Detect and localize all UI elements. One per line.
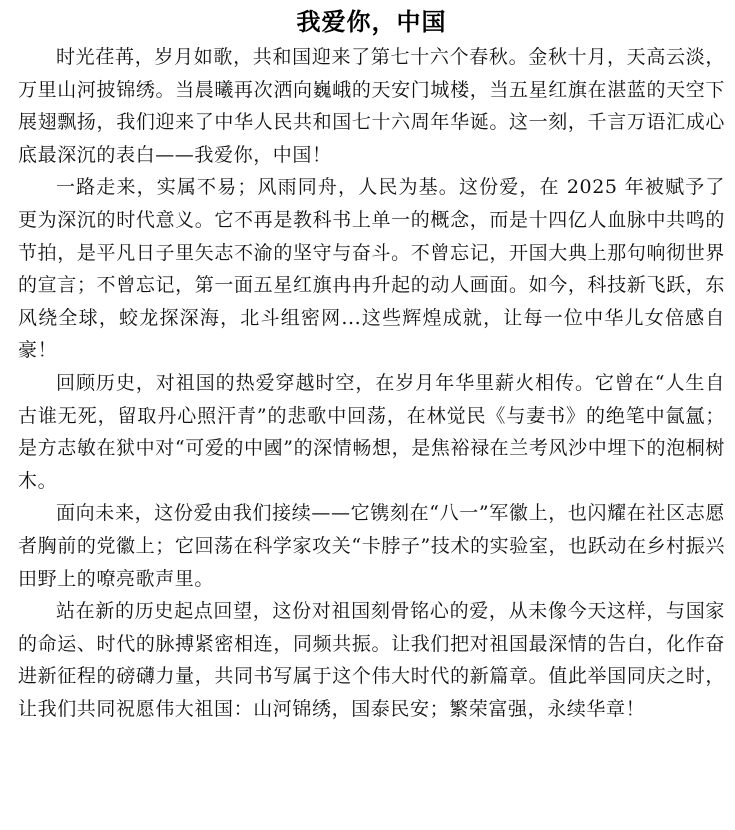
document-title: 我爱你，中国 [296,8,447,36]
paragraph-2: 一路走来，实属不易；风雨同舟，人民为基。这份爱，在 2025 年被赋予了更为深沉的时代意义。它不再是教科书上单一的概念，而是十四亿人血脉中共鸣的节拍，是平凡日子里矢志不渝的坚守与奋斗。不曾忘记，开国大典上那句响彻世界的宣言；不曾忘记，第一面五星红旗冉冉升起的动人画面。如今，科技新飞跃，东风绕全球，蛟龙探深海，北斗组密网...这些辉煌成就，让每一位中华儿女倍感自豪！ [18,176,725,362]
document-body [18,41,725,725]
paragraph-3: 回顾历史，对祖国的热爱穿越时空，在岁月年华里薪火相传。它曾在“人生自古谁无死，留取丹心照汗青”的悲歌中回荡，在林觉民《与妻书》的绝笔中氤氲；是方志敏在狱中对“可爱的中國”的深情畅想，是焦裕禄在兰考风沙中埋下的泡桐树木。 [18,371,725,492]
paragraph-4: 面向未来，这份爱由我们接续——它镌刻在“八一”军徽上，也闪耀在社区志愿者胸前的党徽上；它回荡在科学家攻关“卡脖子”技术的实验室，也跃动在乡村振兴田野上的嘹亮歌声里。 [18,502,725,590]
paragraph-1: 时光荏苒，岁月如歌，共和国迎来了第七十六个春秋。金秋十月，天高云淡，万里山河披锦绣。当晨曦再次洒向巍峨的天安门城楼，当五星红旗在湛蓝的天空下展翅飘扬，我们迎来了中华人民共和国七十六周年华诞。这一刻，千言万语汇成心底最深沉的表白——我爱你，中国！ [18,46,725,166]
paragraph-5: 站在新的历史起点回望，这份对祖国刻骨铭心的爱，从未像今天这样，与国家的命运、时代的脉搏紧密相连，同频共振。让我们把对祖国最深情的告白，化作奋进新征程的磅礴力量，共同书写属于这个伟大时代的新篇章。值此举国同庆之时，让我们共同祝愿伟大祖国：山河锦绣，国泰民安；繁荣富强，永续华章！ [18,600,725,720]
